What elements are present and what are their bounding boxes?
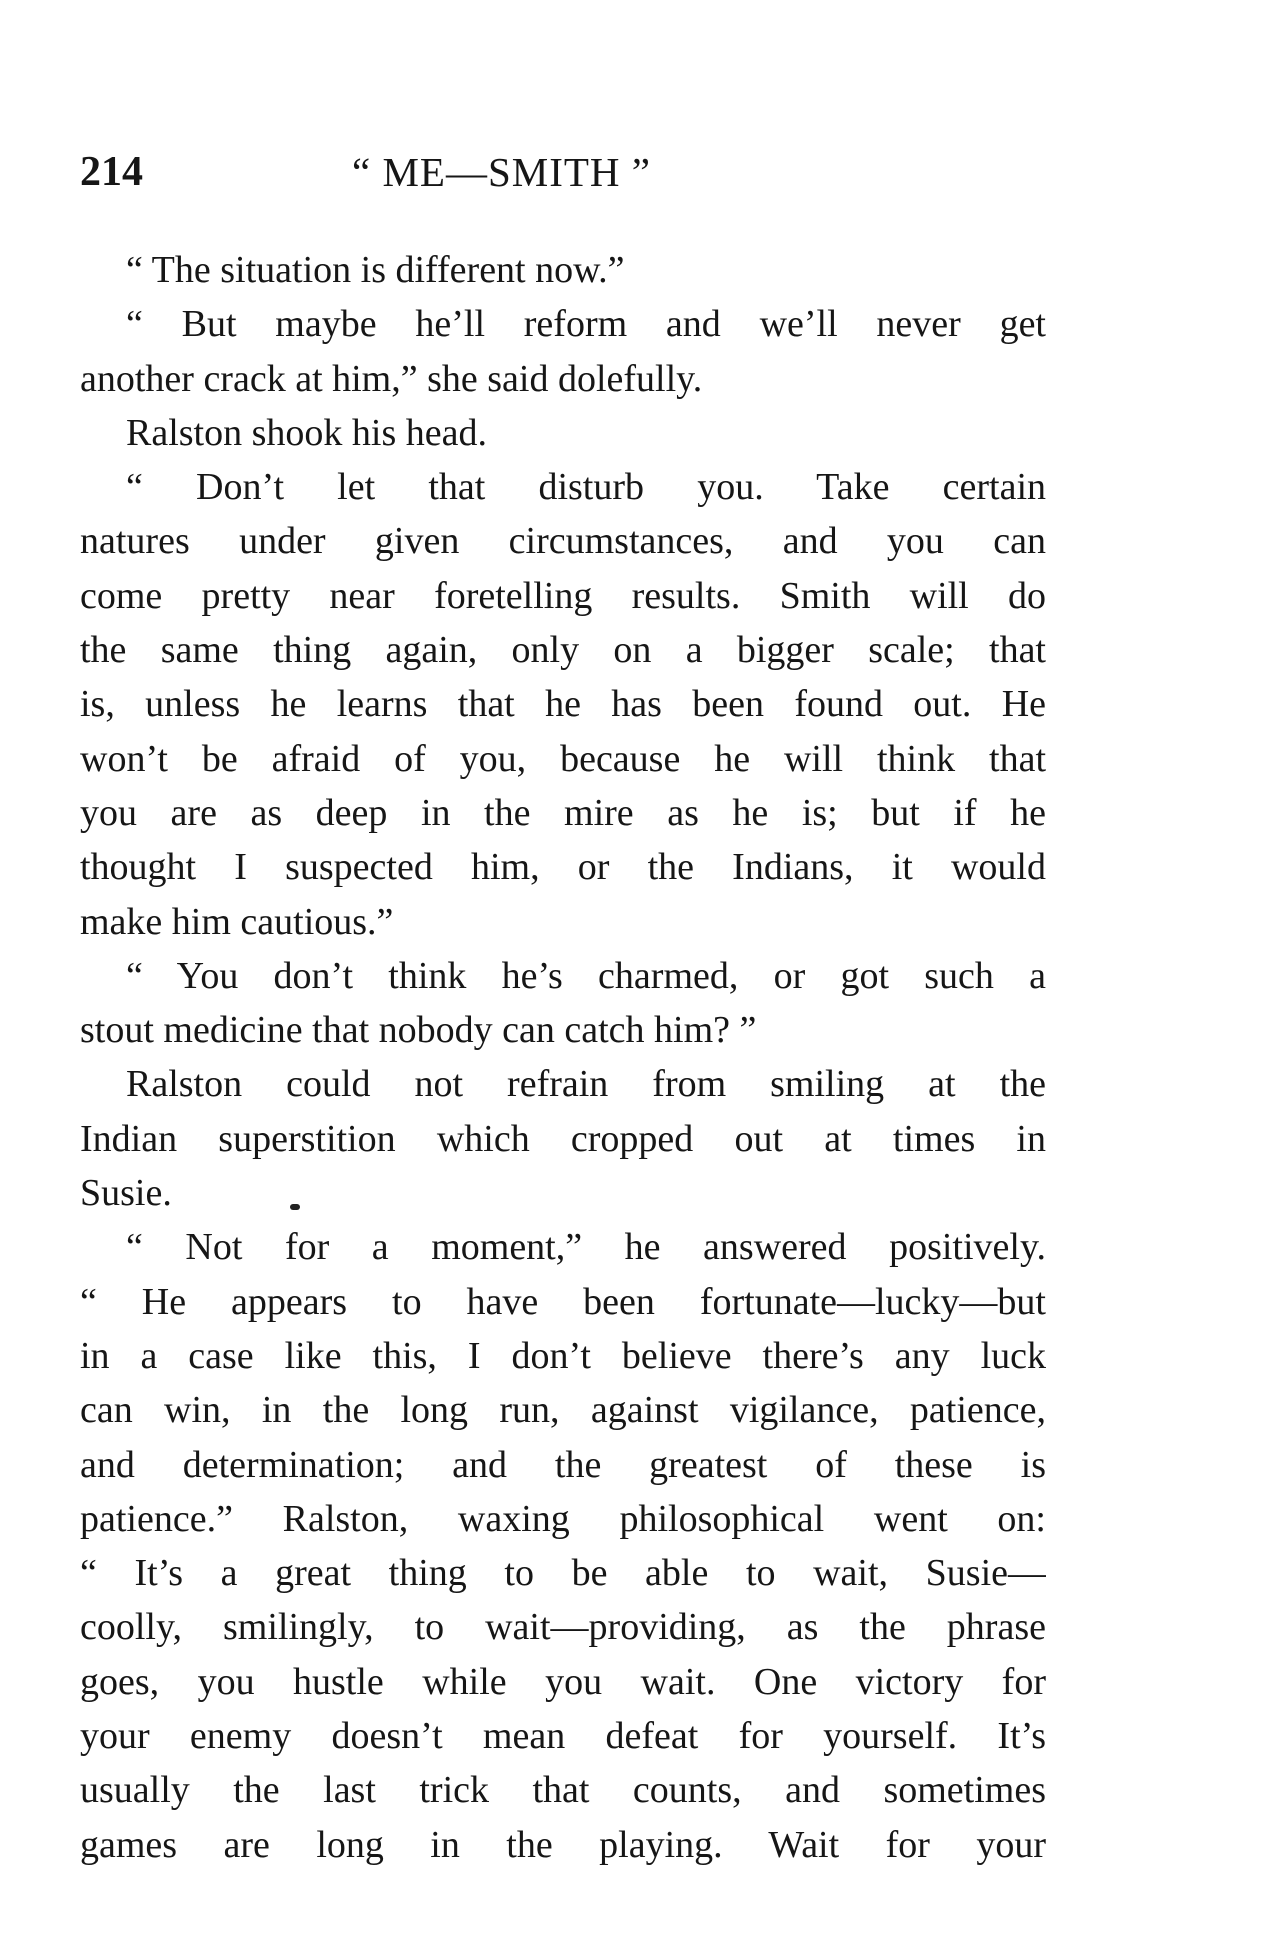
text-line: and determination; and the greatest of these is [80,1443,1046,1486]
text-line: Susie. [80,1172,172,1215]
text-line: make him cautious.” [80,900,394,943]
text-line: you are as deep in the mire as he is; but if he [80,791,1046,834]
text-line: “ Don’t let that disturb you. Take certain [126,466,1046,509]
text-line: “ But maybe he’ll reform and we’ll never get [126,303,1046,346]
running-title: “ ME—SMITH ” [352,149,651,195]
text-line: natures under given circumstances, and you can [80,520,1046,563]
text-line: Ralston shook his head. [126,411,487,454]
ink-speck [290,1204,300,1210]
text-line: “ You don’t think he’s charmed, or got such a [126,954,1046,997]
text-line: goes, you hustle while you wait. One victory for [80,1660,1046,1703]
text-line: Ralston could not refrain from smiling at the [126,1063,1046,1106]
text-line: in a case like this, I don’t believe there’s any luck [80,1334,1046,1377]
text-line: another crack at him,” she said dolefully. [80,357,703,400]
text-line: “ He appears to have been fortunate—lucky—but [80,1280,1046,1323]
text-line: games are long in the playing. Wait for your [80,1823,1046,1866]
text-line: patience.” Ralston, waxing philosophical went on: [80,1497,1046,1540]
text-line: stout medicine that nobody can catch him? ” [80,1009,757,1052]
running-head [80,142,1080,202]
text-line: “ Not for a moment,” he answered positively. [126,1226,1046,1269]
text-line: the same thing again, only on a bigger scale; that [80,629,1046,672]
text-line: coolly, smilingly, to wait—providing, as the phrase [80,1606,1046,1649]
text-line: come pretty near foretelling results. Smith will do [80,574,1046,617]
page-number: 214 [80,149,143,195]
text-line: “ The situation is different now.” [126,249,625,291]
text-line: is, unless he learns that he has been found out. He [80,683,1046,726]
text-line: your enemy doesn’t mean defeat for yourself. It’s [80,1715,1046,1758]
text-line: Indian superstition which cropped out at times in [80,1117,1046,1160]
text-line: can win, in the long run, against vigilance, patience, [80,1389,1046,1432]
text-line: thought I suspected him, or the Indians, it would [80,846,1046,889]
body-text [80,243,1046,1872]
text-line: won’t be afraid of you, because he will think that [80,737,1046,780]
text-line: usually the last trick that counts, and sometimes [80,1769,1046,1812]
text-line: “ It’s a great thing to be able to wait, Susie— [80,1552,1046,1595]
